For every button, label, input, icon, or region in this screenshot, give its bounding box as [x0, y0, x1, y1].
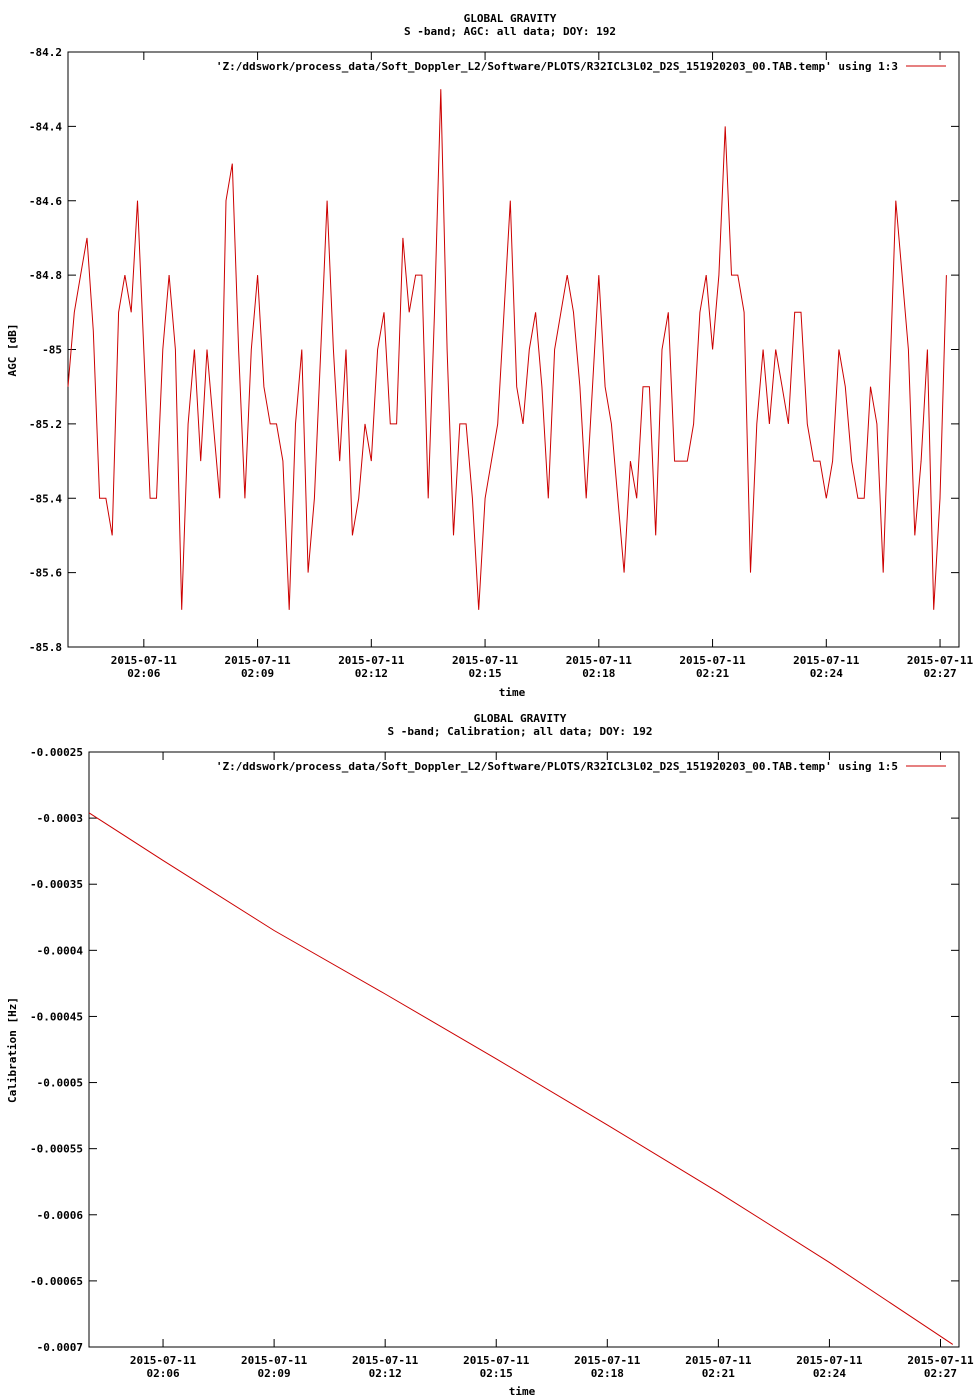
y-tick-label: -0.00035: [30, 878, 83, 892]
x-axis-ticks: [130, 752, 974, 1380]
x-tick-time-label: 02:24: [812, 1367, 846, 1380]
chart-subtitle: S -band; AGC: all data; DOY: 192: [404, 25, 616, 38]
x-tick-time-label: 02:21: [695, 667, 730, 680]
y-axis-ticks: [30, 746, 959, 1354]
legend-label: 'Z:/ddswork/process_data/Soft_Doppler_L2/Software/PLOTS/R32ICL3L02_D2S_151920203_00.TAB.temp' using 1:3: [215, 60, 898, 73]
x-tick-date-label: 2015-07-11: [338, 654, 405, 667]
x-tick-date-label: 2015-07-11: [463, 1354, 530, 1367]
y-tick-label: -84.2: [28, 46, 62, 59]
y-axis-ticks: [29, 46, 959, 654]
legend-label: 'Z:/ddswork/process_data/Soft_Doppler_L2/Software/PLOTS/R32ICL3L02_D2S_151920203_00.TAB.temp' using 1:5: [215, 760, 898, 773]
plot-frame: [68, 52, 959, 647]
agc-chart: [6, 12, 974, 699]
x-tick-date-label: 2015-07-11: [574, 1354, 641, 1367]
x-axis-ticks: [111, 52, 974, 680]
y-tick-label: -85: [42, 343, 62, 357]
y-tick-label: -0.0007: [36, 1341, 83, 1354]
x-tick-date-label: 2015-07-11: [679, 654, 746, 667]
x-tick-time-label: 02:06: [146, 1367, 180, 1380]
x-tick-time-label: 02:27: [923, 667, 957, 680]
x-tick-date-label: 2015-07-11: [796, 1354, 863, 1367]
y-axis-label: AGC [dB]: [6, 323, 19, 377]
series-line-agc: [68, 89, 946, 610]
x-tick-date-label: 2015-07-11: [793, 654, 860, 667]
y-tick-label: -0.0006: [36, 1208, 83, 1222]
x-tick-date-label: 2015-07-11: [906, 654, 974, 667]
y-tick-label: -0.00025: [30, 746, 83, 759]
y-tick-label: -0.0003: [36, 812, 83, 826]
y-axis-label: Calibration [Hz]: [6, 997, 19, 1103]
y-tick-label: -84.4: [28, 120, 62, 134]
y-tick-label: -0.00065: [30, 1274, 83, 1288]
x-tick-date-label: 2015-07-11: [240, 1354, 308, 1367]
x-axis-label: time: [498, 686, 526, 699]
y-tick-label: -0.00045: [30, 1010, 83, 1024]
chart-subtitle: S -band; Calibration; all data; DOY: 192: [387, 725, 653, 738]
x-tick-time-label: 02:09: [257, 1367, 291, 1380]
x-tick-time-label: 02:09: [241, 667, 275, 680]
y-tick-label: -84.8: [28, 269, 62, 283]
x-tick-time-label: 02:15: [479, 1367, 513, 1380]
x-tick-time-label: 02:27: [923, 1367, 958, 1380]
x-tick-time-label: 02:12: [368, 1367, 402, 1380]
x-tick-time-label: 02:18: [590, 1367, 624, 1380]
x-tick-date-label: 2015-07-11: [907, 1354, 974, 1367]
x-tick-time-label: 02:12: [354, 667, 388, 680]
y-tick-label: -85.2: [28, 417, 62, 431]
x-axis-label: time: [508, 1385, 536, 1398]
chart-title: GLOBAL GRAVITY: [473, 712, 567, 725]
y-tick-label: -0.0004: [36, 944, 83, 958]
y-tick-label: -85.8: [28, 641, 62, 654]
x-tick-time-label: 02:15: [468, 667, 502, 680]
y-tick-label: -0.00055: [30, 1142, 83, 1156]
x-tick-date-label: 2015-07-11: [565, 654, 632, 667]
series-line-calibration: [89, 813, 953, 1345]
x-tick-date-label: 2015-07-11: [224, 654, 291, 667]
x-tick-date-label: 2015-07-11: [451, 654, 519, 667]
x-tick-time-label: 02:06: [127, 667, 161, 680]
y-tick-label: -84.6: [28, 194, 62, 208]
x-tick-time-label: 02:21: [701, 1367, 735, 1380]
x-tick-time-label: 02:24: [809, 667, 843, 680]
x-tick-date-label: 2015-07-11: [110, 654, 177, 667]
x-tick-date-label: 2015-07-11: [129, 1354, 197, 1367]
calibration-chart: [6, 712, 974, 1398]
plot-frame: [89, 752, 959, 1347]
x-tick-time-label: 02:18: [582, 667, 616, 680]
y-tick-label: -85.4: [28, 492, 62, 506]
y-tick-label: -85.6: [28, 566, 62, 580]
x-tick-date-label: 2015-07-11: [685, 1354, 752, 1367]
x-tick-date-label: 2015-07-11: [352, 1354, 419, 1367]
chart-title: GLOBAL GRAVITY: [463, 12, 557, 25]
y-tick-label: -0.0005: [36, 1076, 83, 1090]
